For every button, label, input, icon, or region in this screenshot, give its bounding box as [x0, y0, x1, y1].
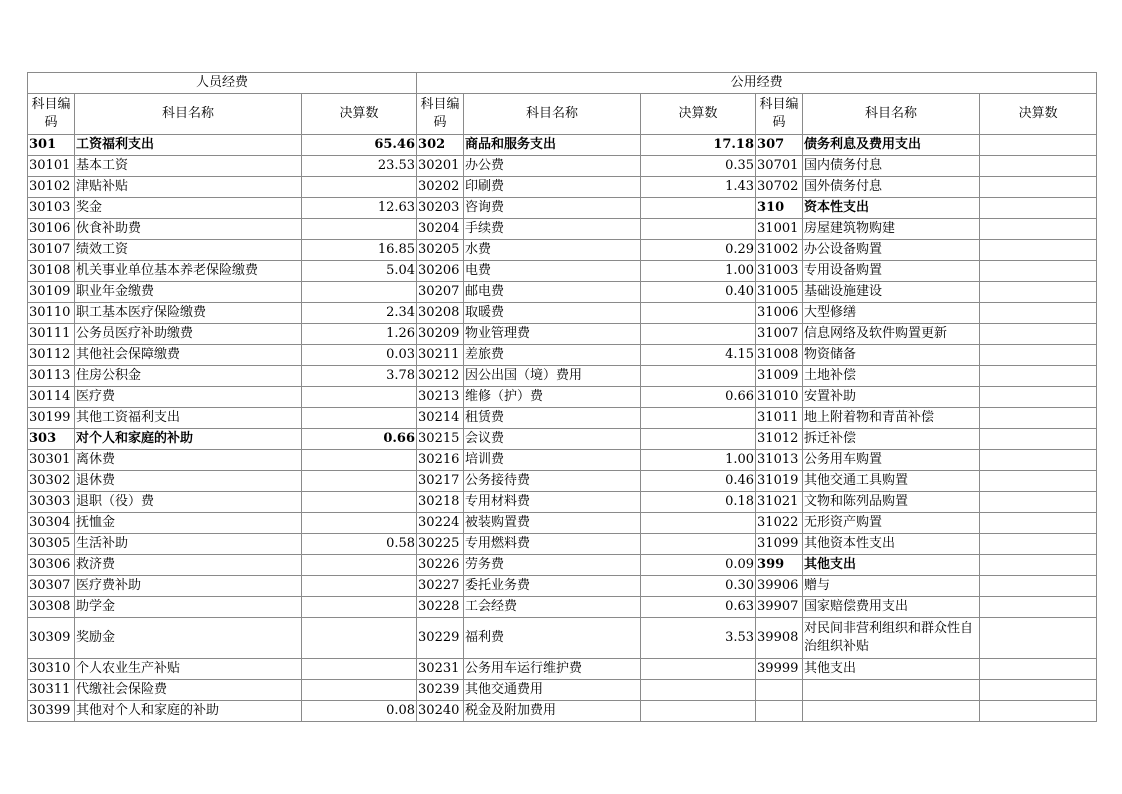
table-row [28, 471, 1097, 492]
amount-cell: 0.09 [641, 555, 756, 576]
amount-cell [302, 618, 417, 659]
code-cell: 30211 [417, 345, 464, 366]
table-row [28, 576, 1097, 597]
amount-cell: 0.46 [641, 471, 756, 492]
name-cell: 救济费 [75, 555, 302, 576]
code-cell: 30239 [417, 680, 464, 701]
name-cell: 基本工资 [75, 156, 302, 177]
amount-cell [980, 471, 1097, 492]
amount-cell [980, 680, 1097, 701]
table-row [28, 408, 1097, 429]
name-cell: 物资储备 [803, 345, 980, 366]
amount-cell: 65.46 [302, 135, 417, 156]
code-cell: 30108 [28, 261, 75, 282]
code-cell: 30106 [28, 219, 75, 240]
code-cell: 30213 [417, 387, 464, 408]
name-cell: 退休费 [75, 471, 302, 492]
amount-cell: 5.04 [302, 261, 417, 282]
amount-cell: 0.18 [641, 492, 756, 513]
amount-cell [980, 408, 1097, 429]
amount-cell: 23.53 [302, 156, 417, 177]
section-personnel: 人员经费 [28, 73, 417, 94]
amount-cell [302, 219, 417, 240]
amount-cell: 4.15 [641, 345, 756, 366]
code-cell: 31001 [756, 219, 803, 240]
code-cell: 30203 [417, 198, 464, 219]
code-cell: 30110 [28, 303, 75, 324]
name-cell: 劳务费 [464, 555, 641, 576]
column-header-row [28, 94, 1097, 135]
name-cell: 电费 [464, 261, 641, 282]
code-cell: 30224 [417, 513, 464, 534]
code-cell: 39906 [756, 576, 803, 597]
code-cell: 30226 [417, 555, 464, 576]
name-cell: 职工基本医疗保险缴费 [75, 303, 302, 324]
code-cell: 30207 [417, 282, 464, 303]
amount-cell [980, 282, 1097, 303]
amount-cell: 1.43 [641, 177, 756, 198]
section-public: 公用经费 [417, 73, 1097, 94]
code-cell: 30204 [417, 219, 464, 240]
name-cell: 助学金 [75, 597, 302, 618]
name-cell: 医疗费 [75, 387, 302, 408]
code-cell: 30702 [756, 177, 803, 198]
name-cell: 其他资本性支出 [803, 534, 980, 555]
code-cell: 31019 [756, 471, 803, 492]
name-cell: 其他支出 [803, 555, 980, 576]
name-cell: 咨询费 [464, 198, 641, 219]
name-cell: 邮电费 [464, 282, 641, 303]
name-cell: 房屋建筑物购建 [803, 219, 980, 240]
name-cell: 拆迁补偿 [803, 429, 980, 450]
amount-cell: 0.30 [641, 576, 756, 597]
amount-cell [302, 555, 417, 576]
amount-cell: 12.63 [302, 198, 417, 219]
name-cell: 维修（护）费 [464, 387, 641, 408]
code-cell: 302 [417, 135, 464, 156]
amount-cell: 3.53 [641, 618, 756, 659]
amount-cell [980, 366, 1097, 387]
amount-cell: 0.58 [302, 534, 417, 555]
name-cell: 国内债务付息 [803, 156, 980, 177]
code-cell: 30304 [28, 513, 75, 534]
name-cell: 个人农业生产补贴 [75, 659, 302, 680]
amount-cell [980, 576, 1097, 597]
amount-cell [641, 303, 756, 324]
amount-cell [302, 387, 417, 408]
amount-cell [302, 471, 417, 492]
code-cell: 30399 [28, 701, 75, 722]
code-cell: 307 [756, 135, 803, 156]
amount-cell [641, 198, 756, 219]
code-cell: 30301 [28, 450, 75, 471]
name-cell: 生活补助 [75, 534, 302, 555]
table-row [28, 366, 1097, 387]
code-cell: 30202 [417, 177, 464, 198]
name-cell: 职业年金缴费 [75, 282, 302, 303]
code-cell: 301 [28, 135, 75, 156]
table-row [28, 597, 1097, 618]
name-cell: 公务用车购置 [803, 450, 980, 471]
table-row [28, 534, 1097, 555]
name-cell: 专用材料费 [464, 492, 641, 513]
amount-cell [302, 282, 417, 303]
name-cell: 土地补偿 [803, 366, 980, 387]
name-cell: 办公设备购置 [803, 240, 980, 261]
code-cell: 310 [756, 198, 803, 219]
code-cell: 30305 [28, 534, 75, 555]
name-cell: 办公费 [464, 156, 641, 177]
code-cell: 30231 [417, 659, 464, 680]
amount-cell [980, 659, 1097, 680]
name-cell: 国家赔偿费用支出 [803, 597, 980, 618]
name-cell: 培训费 [464, 450, 641, 471]
name-cell: 赠与 [803, 576, 980, 597]
name-cell: 差旅费 [464, 345, 641, 366]
name-cell: 伙食补助费 [75, 219, 302, 240]
table-row [28, 492, 1097, 513]
name-cell: 文物和陈列品购置 [803, 492, 980, 513]
code-cell: 31002 [756, 240, 803, 261]
code-cell: 31011 [756, 408, 803, 429]
name-cell: 基础设施建设 [803, 282, 980, 303]
code-cell: 30107 [28, 240, 75, 261]
name-cell [803, 701, 980, 722]
name-cell: 公务员医疗补助缴费 [75, 324, 302, 345]
code-cell: 30101 [28, 156, 75, 177]
section-header-row [28, 73, 1097, 94]
name-cell: 其他交通费用 [464, 680, 641, 701]
amount-cell [641, 408, 756, 429]
expenditure-table [27, 72, 1097, 722]
name-cell: 住房公积金 [75, 366, 302, 387]
amount-cell [980, 156, 1097, 177]
name-cell: 无形资产购置 [803, 513, 980, 534]
amount-cell: 0.29 [641, 240, 756, 261]
name-cell: 信息网络及软件购置更新 [803, 324, 980, 345]
code-cell: 31008 [756, 345, 803, 366]
code-cell: 30310 [28, 659, 75, 680]
name-cell: 绩效工资 [75, 240, 302, 261]
code-cell: 39907 [756, 597, 803, 618]
name-cell: 专用燃料费 [464, 534, 641, 555]
amount-cell [641, 701, 756, 722]
table-row [28, 701, 1097, 722]
table-row [28, 680, 1097, 701]
code-cell: 30217 [417, 471, 464, 492]
name-cell: 会议费 [464, 429, 641, 450]
amount-cell [302, 680, 417, 701]
amount-cell [980, 701, 1097, 722]
amount-cell [980, 240, 1097, 261]
header-name: 科目名称 [803, 94, 980, 135]
code-cell: 30113 [28, 366, 75, 387]
code-cell: 30114 [28, 387, 75, 408]
table-row [28, 282, 1097, 303]
table-row [28, 261, 1097, 282]
table-row [28, 345, 1097, 366]
name-cell: 安置补助 [803, 387, 980, 408]
amount-cell [980, 135, 1097, 156]
name-cell: 代缴社会保险费 [75, 680, 302, 701]
name-cell: 公务用车运行维护费 [464, 659, 641, 680]
name-cell: 租赁费 [464, 408, 641, 429]
amount-cell [980, 555, 1097, 576]
amount-cell: 0.08 [302, 701, 417, 722]
code-cell: 31007 [756, 324, 803, 345]
name-cell [803, 680, 980, 701]
code-cell: 31012 [756, 429, 803, 450]
amount-cell [980, 198, 1097, 219]
name-cell: 对民间非营利组织和群众性自治组织补贴 [803, 618, 980, 659]
amount-cell [302, 659, 417, 680]
code-cell: 30208 [417, 303, 464, 324]
table-row [28, 324, 1097, 345]
table-row [28, 618, 1097, 659]
table-row [28, 303, 1097, 324]
name-cell: 工资福利支出 [75, 135, 302, 156]
name-cell: 专用设备购置 [803, 261, 980, 282]
name-cell: 物业管理费 [464, 324, 641, 345]
name-cell: 资本性支出 [803, 198, 980, 219]
code-cell: 39908 [756, 618, 803, 659]
code-cell: 31010 [756, 387, 803, 408]
code-cell: 30240 [417, 701, 464, 722]
code-cell: 30109 [28, 282, 75, 303]
code-cell: 30214 [417, 408, 464, 429]
amount-cell [980, 177, 1097, 198]
name-cell: 其他交通工具购置 [803, 471, 980, 492]
code-cell [756, 701, 803, 722]
amount-cell: 1.00 [641, 450, 756, 471]
code-cell: 30311 [28, 680, 75, 701]
amount-cell: 2.34 [302, 303, 417, 324]
amount-cell [302, 408, 417, 429]
code-cell: 31003 [756, 261, 803, 282]
amount-cell [980, 345, 1097, 366]
header-name: 科目名称 [464, 94, 641, 135]
amount-cell [980, 492, 1097, 513]
amount-cell: 17.18 [641, 135, 756, 156]
amount-cell [641, 429, 756, 450]
code-cell: 30111 [28, 324, 75, 345]
amount-cell [980, 429, 1097, 450]
code-cell: 31099 [756, 534, 803, 555]
amount-cell: 0.63 [641, 597, 756, 618]
name-cell: 其他支出 [803, 659, 980, 680]
name-cell: 福利费 [464, 618, 641, 659]
code-cell: 30229 [417, 618, 464, 659]
table-row [28, 659, 1097, 680]
header-code: 科目编码 [756, 94, 803, 135]
name-cell: 对个人和家庭的补助 [75, 429, 302, 450]
amount-cell: 1.26 [302, 324, 417, 345]
code-cell: 30209 [417, 324, 464, 345]
amount-cell [980, 219, 1097, 240]
amount-cell [641, 324, 756, 345]
name-cell: 大型修缮 [803, 303, 980, 324]
amount-cell [980, 597, 1097, 618]
code-cell: 30308 [28, 597, 75, 618]
amount-cell [641, 366, 756, 387]
amount-cell: 3.78 [302, 366, 417, 387]
code-cell: 30103 [28, 198, 75, 219]
table-row [28, 198, 1097, 219]
name-cell: 公务接待费 [464, 471, 641, 492]
code-cell: 31013 [756, 450, 803, 471]
code-cell: 31021 [756, 492, 803, 513]
amount-cell: 0.35 [641, 156, 756, 177]
code-cell: 30102 [28, 177, 75, 198]
name-cell: 抚恤金 [75, 513, 302, 534]
table-row [28, 156, 1097, 177]
name-cell: 水费 [464, 240, 641, 261]
code-cell: 30227 [417, 576, 464, 597]
amount-cell [302, 177, 417, 198]
name-cell: 国外债务付息 [803, 177, 980, 198]
amount-cell [641, 513, 756, 534]
name-cell: 印刷费 [464, 177, 641, 198]
name-cell: 离休费 [75, 450, 302, 471]
code-cell: 30201 [417, 156, 464, 177]
amount-cell [302, 450, 417, 471]
name-cell: 其他工资福利支出 [75, 408, 302, 429]
code-cell: 30216 [417, 450, 464, 471]
amount-cell: 16.85 [302, 240, 417, 261]
code-cell: 31009 [756, 366, 803, 387]
table-row [28, 450, 1097, 471]
amount-cell [641, 659, 756, 680]
code-cell: 30302 [28, 471, 75, 492]
header-amount: 决算数 [302, 94, 417, 135]
code-cell: 30225 [417, 534, 464, 555]
name-cell: 委托业务费 [464, 576, 641, 597]
amount-cell [980, 324, 1097, 345]
code-cell: 31022 [756, 513, 803, 534]
name-cell: 退职（役）费 [75, 492, 302, 513]
name-cell: 机关事业单位基本养老保险缴费 [75, 261, 302, 282]
code-cell: 31006 [756, 303, 803, 324]
name-cell: 奖励金 [75, 618, 302, 659]
name-cell: 债务利息及费用支出 [803, 135, 980, 156]
header-code: 科目编码 [28, 94, 75, 135]
amount-cell [980, 387, 1097, 408]
code-cell: 30205 [417, 240, 464, 261]
amount-cell [980, 534, 1097, 555]
code-cell: 30212 [417, 366, 464, 387]
code-cell: 399 [756, 555, 803, 576]
code-cell: 30307 [28, 576, 75, 597]
header-amount: 决算数 [641, 94, 756, 135]
table-row [28, 429, 1097, 450]
table-row [28, 513, 1097, 534]
header-name: 科目名称 [75, 94, 302, 135]
table-row [28, 240, 1097, 261]
name-cell: 奖金 [75, 198, 302, 219]
code-cell: 30228 [417, 597, 464, 618]
amount-cell [980, 450, 1097, 471]
amount-cell [302, 513, 417, 534]
code-cell: 39999 [756, 659, 803, 680]
code-cell: 30218 [417, 492, 464, 513]
amount-cell: 0.66 [302, 429, 417, 450]
name-cell: 其他对个人和家庭的补助 [75, 701, 302, 722]
amount-cell: 0.66 [641, 387, 756, 408]
code-cell: 30309 [28, 618, 75, 659]
amount-cell: 0.40 [641, 282, 756, 303]
name-cell: 其他社会保障缴费 [75, 345, 302, 366]
name-cell: 商品和服务支出 [464, 135, 641, 156]
name-cell: 取暖费 [464, 303, 641, 324]
name-cell: 津贴补贴 [75, 177, 302, 198]
amount-cell: 1.00 [641, 261, 756, 282]
code-cell: 30199 [28, 408, 75, 429]
name-cell: 医疗费补助 [75, 576, 302, 597]
name-cell: 工会经费 [464, 597, 641, 618]
code-cell: 30306 [28, 555, 75, 576]
table-row [28, 219, 1097, 240]
amount-cell [302, 576, 417, 597]
table-row [28, 177, 1097, 198]
code-cell: 31005 [756, 282, 803, 303]
code-cell: 30215 [417, 429, 464, 450]
amount-cell [980, 618, 1097, 659]
code-cell: 30206 [417, 261, 464, 282]
name-cell: 手续费 [464, 219, 641, 240]
code-cell: 303 [28, 429, 75, 450]
code-cell [756, 680, 803, 701]
name-cell: 因公出国（境）费用 [464, 366, 641, 387]
amount-cell [980, 261, 1097, 282]
amount-cell [641, 680, 756, 701]
table-row [28, 387, 1097, 408]
code-cell: 30701 [756, 156, 803, 177]
code-cell: 30112 [28, 345, 75, 366]
amount-cell [980, 513, 1097, 534]
name-cell: 地上附着物和青苗补偿 [803, 408, 980, 429]
table-row [28, 555, 1097, 576]
amount-cell [302, 597, 417, 618]
header-amount: 决算数 [980, 94, 1097, 135]
amount-cell [302, 492, 417, 513]
code-cell: 30303 [28, 492, 75, 513]
amount-cell [980, 303, 1097, 324]
amount-cell [641, 534, 756, 555]
header-code: 科目编码 [417, 94, 464, 135]
table-row [28, 135, 1097, 156]
amount-cell: 0.03 [302, 345, 417, 366]
amount-cell [641, 219, 756, 240]
name-cell: 被装购置费 [464, 513, 641, 534]
name-cell: 税金及附加费用 [464, 701, 641, 722]
